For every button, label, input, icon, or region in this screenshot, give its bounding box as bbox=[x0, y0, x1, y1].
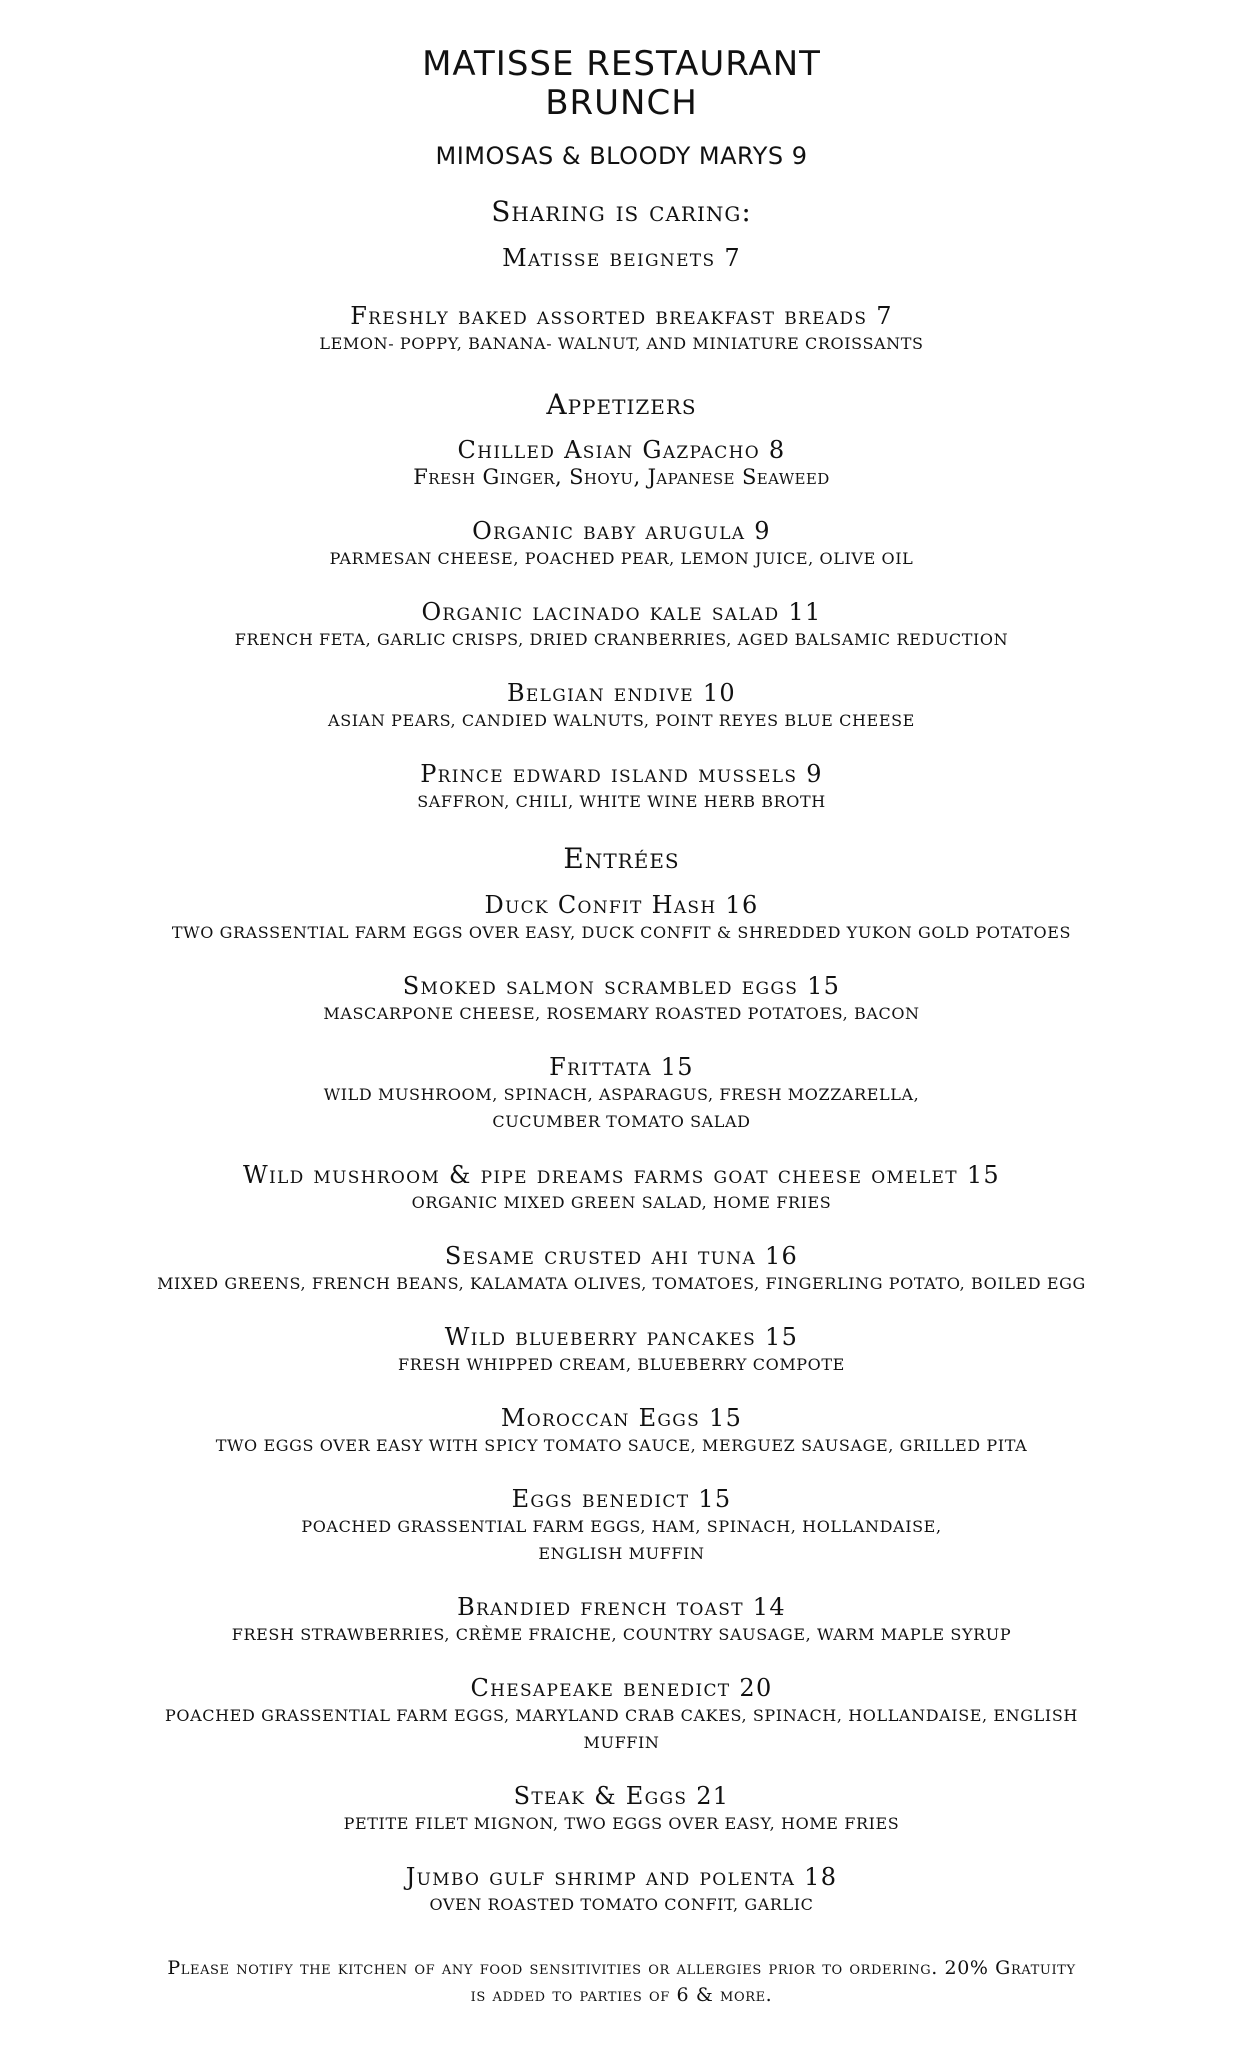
item-name: Wild mushroom & pipe dreams farms goat cheese omelet 15 bbox=[243, 1161, 1000, 1189]
item-name: Steak & Eggs 21 bbox=[513, 1782, 730, 1810]
sharing-item bbox=[0, 244, 1243, 272]
gratuity-notice-line: is added to parties of 6 & more. bbox=[470, 1984, 773, 2006]
item-name: Matisse beignets 7 bbox=[502, 244, 741, 272]
item-description: WILD MUSHROOM, SPINACH, ASPARAGUS, FRESH MOZZARELLA, bbox=[323, 1085, 920, 1104]
item-name: Sesame crusted ahi tuna 16 bbox=[444, 1242, 799, 1270]
restaurant-title: MATISSE RESTAURANT bbox=[422, 44, 821, 84]
item-description: FRESH WHIPPED CREAM, BLUEBERRY COMPOTE bbox=[398, 1355, 845, 1374]
item-description: ASIAN PEARS, CANDIED WALNUTS, POINT REYES BLUE CHEESE bbox=[328, 711, 915, 730]
item-name: Wild blueberry pancakes 15 bbox=[444, 1323, 799, 1351]
item-name: Organic baby arugula 9 bbox=[472, 517, 771, 545]
item-name: Brandied french toast 14 bbox=[457, 1593, 786, 1621]
item-description: PARMESAN CHEESE, POACHED PEAR, LEMON JUICE, OLIVE OIL bbox=[329, 549, 914, 568]
item-description: FRENCH FETA, GARLIC CRISPS, DRIED CRANBERRIES, AGED BALSAMIC REDUCTION bbox=[234, 630, 1009, 649]
item-description: MIXED GREENS, FRENCH BEANS, KALAMATA OLIVES, TOMATOES, FINGERLING POTATO, BOILED EGG bbox=[157, 1274, 1086, 1293]
entree-item bbox=[0, 1053, 1243, 1135]
entree-item bbox=[0, 1674, 1243, 1756]
allergy-notice-line: Please notify the kitchen of any food sensitivities or allergies prior to ordering. 20% Gratuity bbox=[167, 1957, 1076, 1979]
appetizer-item bbox=[0, 679, 1243, 734]
item-description: FRESH STRAWBERRIES, CRÈME FRAICHE, COUNTRY SAUSAGE, WARM MAPLE SYRUP bbox=[231, 1625, 1012, 1644]
item-description-continued: CUCUMBER TOMATO SALAD bbox=[492, 1112, 751, 1131]
item-description: POACHED GRASSENTIAL FARM EGGS, HAM, SPINACH, HOLLANDAISE, bbox=[301, 1517, 942, 1536]
item-name: Chilled Asian Gazpacho 8 bbox=[457, 436, 786, 464]
item-name: Eggs benedict 15 bbox=[511, 1485, 732, 1513]
item-description-continued: ENGLISH MUFFIN bbox=[538, 1544, 705, 1563]
entrees-heading: Entrées bbox=[563, 842, 680, 875]
entree-item bbox=[0, 1593, 1243, 1648]
entree-item bbox=[0, 1485, 1243, 1567]
item-description: LEMON- POPPY, BANANA- WALNUT, AND MINIATURE CROISSANTS bbox=[319, 334, 924, 353]
item-name: Frittata 15 bbox=[549, 1053, 694, 1081]
item-name: Jumbo gulf shrimp and polenta 18 bbox=[405, 1863, 838, 1891]
item-name: Moroccan Eggs 15 bbox=[500, 1404, 743, 1432]
sharing-item bbox=[0, 302, 1243, 357]
item-name: Duck Confit Hash 16 bbox=[484, 891, 759, 919]
item-description: Fresh Ginger, Shoyu, Japanese Seaweed bbox=[413, 465, 830, 489]
item-name: Organic lacinado kale salad 11 bbox=[421, 598, 822, 626]
entree-item bbox=[0, 1863, 1243, 1918]
entree-item bbox=[0, 1404, 1243, 1459]
item-name: Freshly baked assorted breakfast breads 7 bbox=[350, 302, 893, 330]
entree-item bbox=[0, 1782, 1243, 1837]
entree-item bbox=[0, 972, 1243, 1027]
appetizer-item bbox=[0, 436, 1243, 491]
item-name: Smoked salmon scrambled eggs 15 bbox=[402, 972, 841, 1000]
item-description: PETITE FILET MIGNON, TWO EGGS OVER EASY, HOME FRIES bbox=[343, 1814, 900, 1833]
allergy-notice bbox=[0, 1955, 1243, 2009]
appetizer-item bbox=[0, 760, 1243, 815]
item-description: MASCARPONE CHEESE, ROSEMARY ROASTED POTATOES, BACON bbox=[323, 1004, 920, 1023]
item-description: ORGANIC MIXED GREEN SALAD, HOME FRIES bbox=[411, 1193, 832, 1212]
item-description: OVEN ROASTED TOMATO CONFIT, GARLIC bbox=[429, 1895, 814, 1914]
entree-item bbox=[0, 1323, 1243, 1378]
entree-item bbox=[0, 1161, 1243, 1216]
menu-subtitle: BRUNCH bbox=[545, 83, 698, 123]
item-description: POACHED GRASSENTIAL FARM EGGS, MARYLAND CRAB CAKES, SPINACH, HOLLANDAISE, ENGLISH bbox=[165, 1706, 1078, 1725]
item-name: Belgian endive 10 bbox=[507, 679, 736, 707]
appetizer-item bbox=[0, 517, 1243, 572]
item-description-continued: MUFFIN bbox=[583, 1733, 660, 1752]
item-name: Prince edward island mussels 9 bbox=[420, 760, 823, 788]
item-name: Chesapeake benedict 20 bbox=[470, 1674, 773, 1702]
sharing-heading: Sharing is caring: bbox=[491, 195, 752, 228]
drinks-line: MIMOSAS & BLOODY MARYS 9 bbox=[435, 142, 808, 170]
entree-item bbox=[0, 891, 1243, 946]
item-description: SAFFRON, CHILI, WHITE WINE HERB BROTH bbox=[417, 792, 826, 811]
entree-item bbox=[0, 1242, 1243, 1297]
item-description: TWO EGGS OVER EASY WITH SPICY TOMATO SAUCE, MERGUEZ SAUSAGE, GRILLED PITA bbox=[215, 1436, 1028, 1455]
appetizer-item bbox=[0, 598, 1243, 653]
item-description: TWO GRASSENTIAL FARM EGGS OVER EASY, DUCK CONFIT & SHREDDED YUKON GOLD POTATOES bbox=[171, 923, 1072, 942]
appetizers-heading: Appetizers bbox=[546, 388, 697, 421]
